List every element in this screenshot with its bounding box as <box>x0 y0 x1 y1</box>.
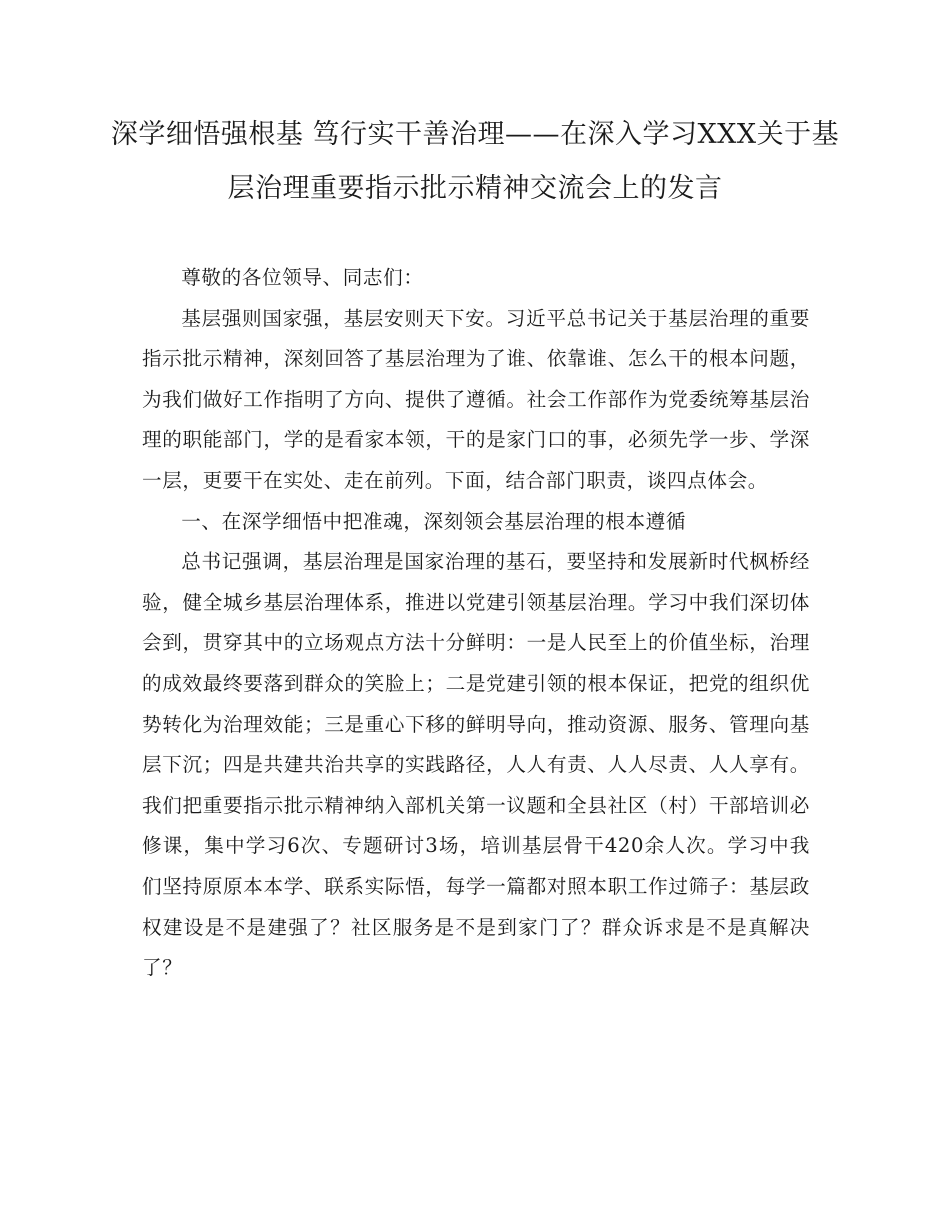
document-title: 深学细悟强根基 笃行实干善治理——在深入学习XXX关于基层治理重要指示批示精神交流会上的发言 <box>110 119 840 204</box>
paragraph-intro: 基层强则国家强，基层安则天下安。习近平总书记关于基层治理的重要指示批示精神，深刻回答了基层治理为了谁、依靠谁、怎么干的根本问题，为我们做好工作指明了方向、提供了遵循。社会工作部作为党委统筹基层治理的职能部门，学的是看家本领，干的是家门口的事，必须先学一步、学深一层，更要干在实处、走在前列。下面，结合部门职责，谈四点体会。 <box>142 306 810 492</box>
section-heading-1: 一、在深学细悟中把准魂，深刻领会基层治理的根本遵循 <box>181 509 687 533</box>
salutation: 尊敬的各位领导、同志们： <box>181 266 424 289</box>
document-body <box>142 258 810 989</box>
paragraph-section-1: 总书记强调，基层治理是国家治理的基石，要坚持和发展新时代枫桥经验，健全城乡基层治理体系，推进以党建引领基层治理。学习中我们深切体会到，贯穿其中的立场观点方法十分鲜明：一是人民至上的价值坐标，治理的成效最终要落到群众的笑脸上；二是党建引领的根本保证，把党的组织优势转化为治理效能；三是重心下移的鲜明导向，推动资源、服务、管理向基层下沉；四是共建共治共享的实践路径，人人有责、人人尽责、人人享有。我们把重要指示批示精神纳入部机关第一议题和全县社区（村）干部培训必修课，集中学习6次、专题研讨3场，培训基层骨干420余人次。学习中我们坚持原原本本学、联系实际悟，每学一篇都对照本职工作过筛子：基层政权建设是不是建强了？社区服务是不是到家门了？群众诉求是不是真解决了？ <box>142 550 810 980</box>
